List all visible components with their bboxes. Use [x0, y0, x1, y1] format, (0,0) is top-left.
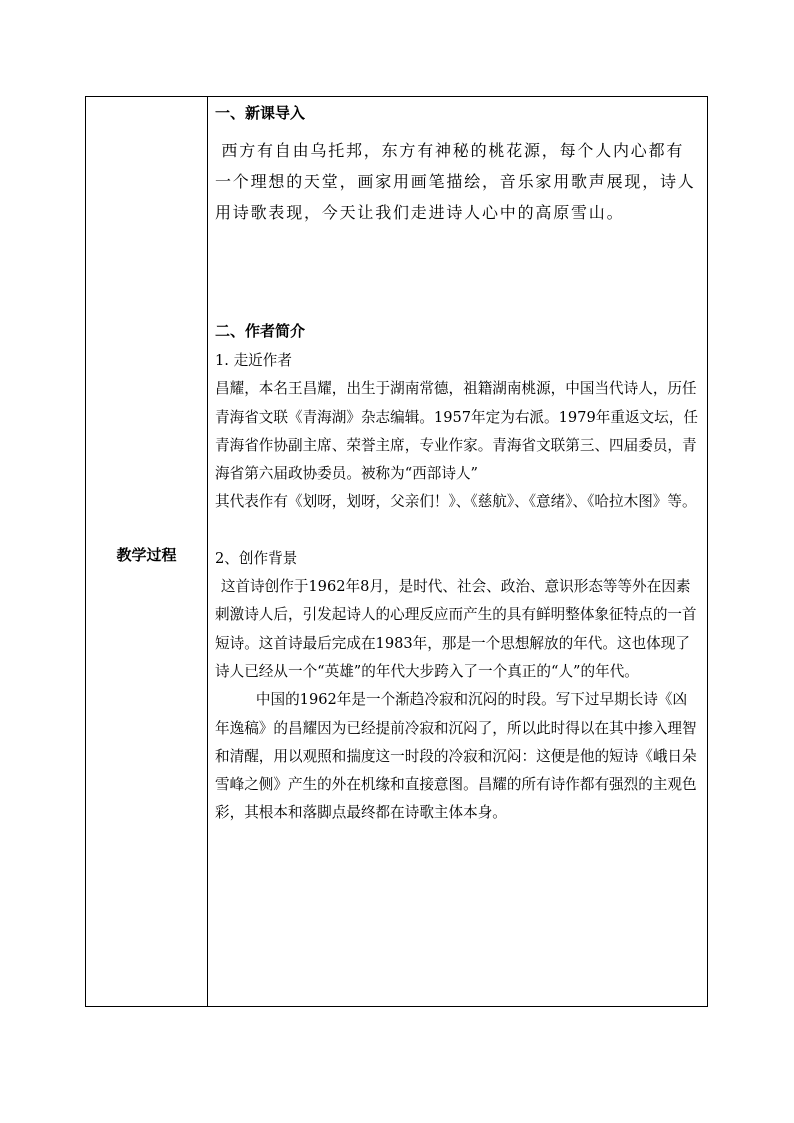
author-bio-paragraph: 昌耀，本名王昌耀，出生于湖南常德，祖籍湖南桃源，中国当代诗人，历任青海省文联《青海湖》杂志编辑。1957年定为右派。1979年重返文坛，任青海省作协副主席、荣誉主席，专业作家。青海省文联第三、四届委员，青海省第六届政协委员。被称为“西部诗人”: [215, 380, 698, 483]
lesson-plan-table: [85, 96, 708, 1007]
row-label-cell: [86, 97, 208, 1006]
section-heading-author: 二、作者简介: [215, 322, 306, 340]
spacer: [215, 517, 701, 545]
representative-works-paragraph: 其代表作有《划呀，划呀，父亲们！》、《慈航》、《意绪》、《哈拉木图》等。: [215, 493, 697, 511]
subsection-title-author: 1. 走近作者: [215, 352, 292, 369]
background-paragraph-1: 这首诗创作于1962年8月，是时代、社会、政治、意识形态等等外在因素刺激诗人后，引发起诗人的心理反应而产生的具有鲜明整体象征特点的一首短诗。这首诗最后完成在1983年，那是一个思想解放的年代。这也体现了诗人已经从一个“英雄”的年代大步跨入了一个真正的“人”的年代。: [215, 578, 697, 680]
intro-paragraph: 西方有自由乌托邦，东方有神秘的桃花源，每个人内心都有一个理想的天堂，画家用画笔描绘，音乐家用歌声展现，诗人用诗歌表现，今天让我们走进诗人心中的高原雪山。: [215, 141, 696, 222]
content-cell: [208, 97, 707, 1006]
background-paragraph-2: 中国的1962年是一个渐趋冷寂和沉闷的时段。写下过早期长诗《凶年逸稿》的昌耀因为已经提前冷寂和沉闷了，所以此时得以在其中掺入理智和清醒，用以观照和揣度这一时段的冷寂和沉闷：这便是他的短诗《峨日朵雪峰之侧》产生的外在机缘和直接意图。昌耀的所有诗作都有强烈的主观色彩，其根本和落脚点最终都在诗歌主体本身。: [215, 691, 697, 822]
row-label: 教学过程: [116, 546, 177, 564]
author-section: [215, 347, 701, 828]
subsection-title-background: 2、创作背景: [215, 549, 298, 567]
section-heading-intro: 一、新课导入: [215, 104, 306, 122]
